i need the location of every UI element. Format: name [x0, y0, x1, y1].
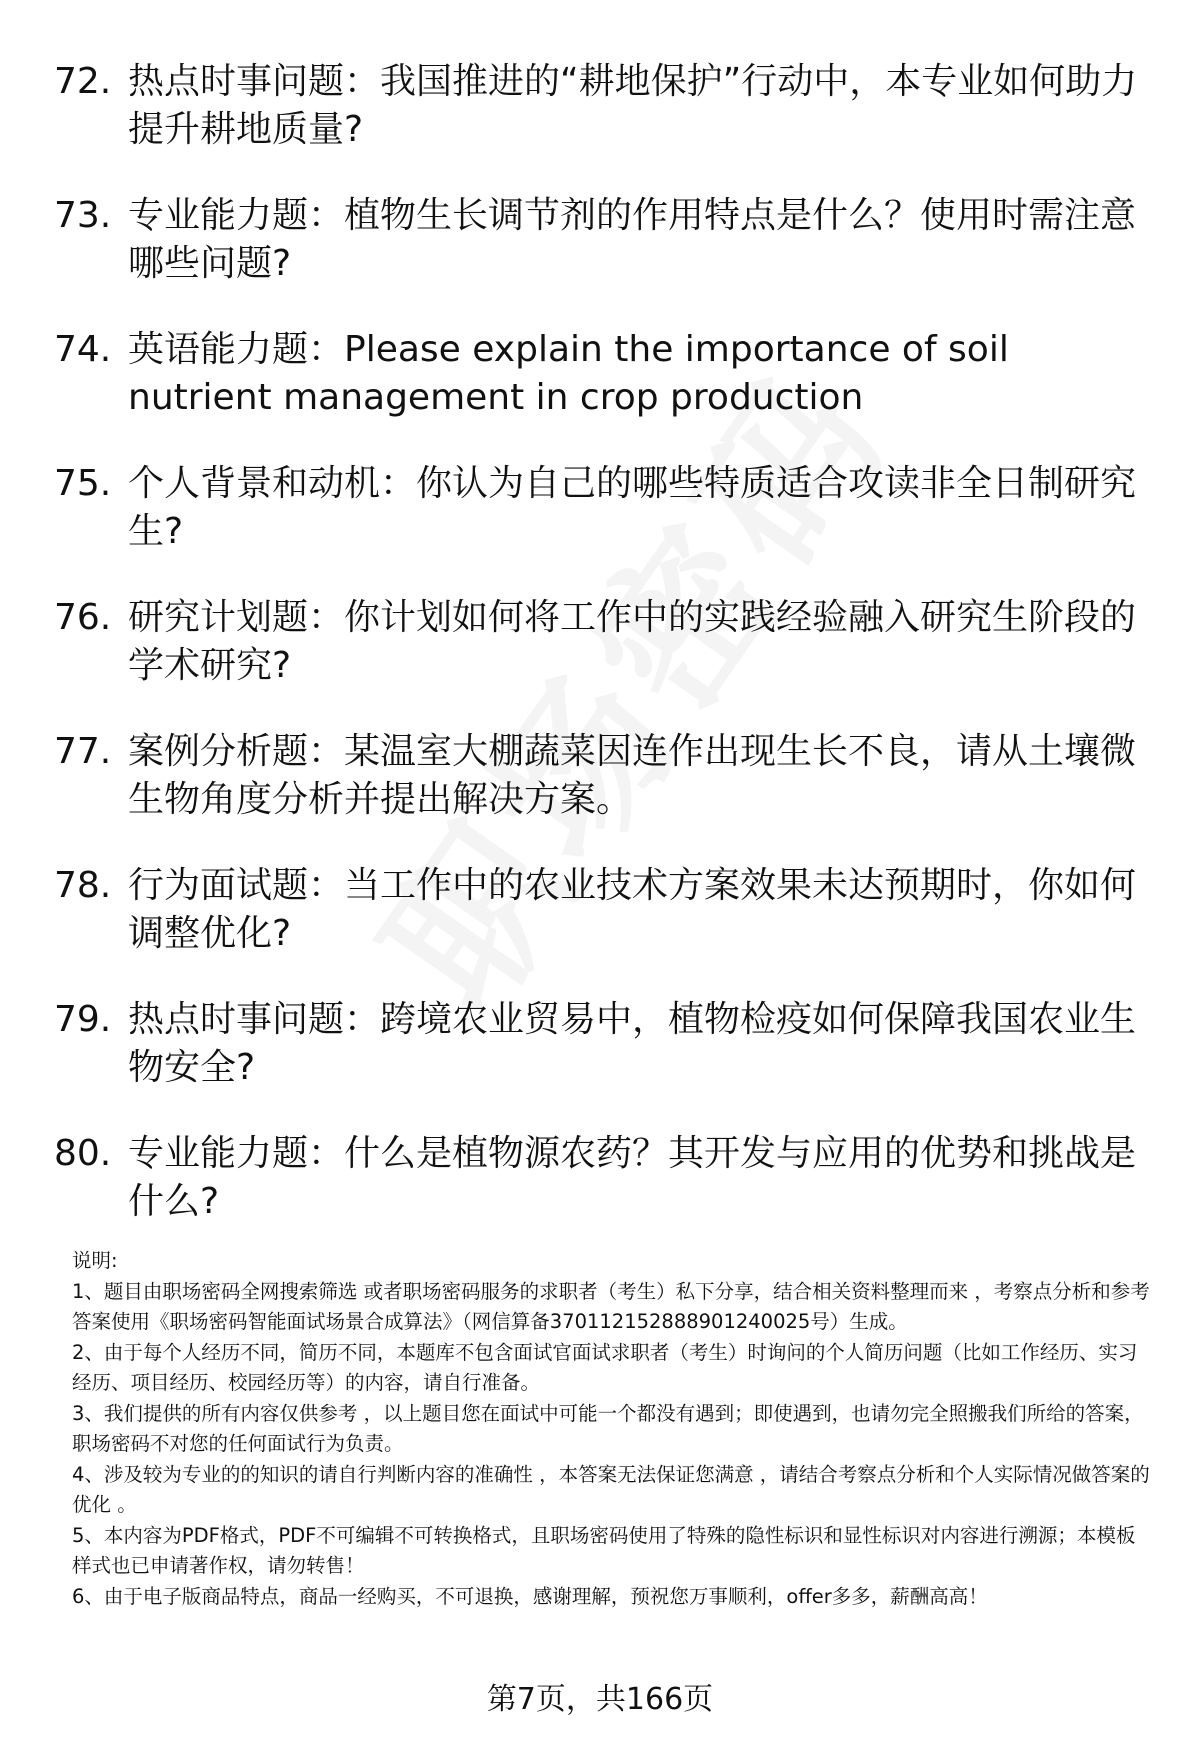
question-number: 73. [54, 195, 112, 236]
question-number: 76. [54, 597, 112, 638]
note-item: 3、我们提供的所有内容仅供参考 ，以上题目您在面试中可能一个都没有遇到；即使遇到，也请勿完全照搬我们所给的答案，职场密码不对您的任何面试行为负责。 [72, 1401, 1144, 1455]
question-item [0, 58, 1200, 154]
question-item [0, 728, 1200, 824]
question-item [0, 326, 1200, 422]
question-text: 行为面试题：当工作中的农业技术方案效果未达预期时，你如何调整优化? [128, 865, 1137, 954]
question-item [0, 862, 1200, 958]
notes-title: 说明: [72, 1249, 118, 1272]
question-item [0, 192, 1200, 288]
note-item: 2、由于每个人经历不同，简历不同，本题库不包含面试官面试求职者（考生）时询问的个人简历问题（比如工作经历、实习经历、项目经历、校园经历等）的内容，请自行准备。 [72, 1340, 1138, 1394]
question-number: 80. [54, 1133, 112, 1174]
question-item [0, 460, 1200, 556]
question-number: 75. [54, 463, 112, 504]
note-item: 5、本内容为PDF格式，PDF不可编辑不可转换格式，且职场密码使用了特殊的隐性标识和显性标识对内容进行溯源；本模板样式也已申请著作权，请勿转售！ [72, 1523, 1136, 1577]
question-text: 英语能力题：Please explain the importance of soil nutrient management in crop production [128, 329, 1009, 418]
question-number: 72. [54, 61, 112, 102]
question-item [0, 594, 1200, 690]
question-number: 79. [54, 999, 112, 1040]
question-text: 专业能力题：什么是植物源农药？其开发与应用的优势和挑战是什么? [128, 1133, 1137, 1222]
question-text: 个人背景和动机：你认为自己的哪些特质适合攻读非全日制研究生? [128, 463, 1137, 552]
question-number: 74. [54, 329, 112, 370]
question-number: 78. [54, 865, 112, 906]
question-text: 研究计划题：你计划如何将工作中的实践经验融入研究生阶段的学术研究? [128, 597, 1137, 686]
note-item: 1、题目由职场密码全网搜索筛选 或者职场密码服务的求职者（考生）私下分享，结合相关资料整理而来 ，考察点分析和参考答案使用《职场密码智能面试场景合成算法》（网信算备370112152888901240025号）生成。 [72, 1279, 1150, 1333]
question-text: 热点时事问题：跨境农业贸易中，植物检疫如何保障我国农业生物安全? [128, 999, 1137, 1088]
question-item [0, 1130, 1200, 1226]
note-item: 6、由于电子版商品特点，商品一经购买，不可退换，感谢理解，预祝您万事顺利，offer多多，薪酬高高！ [72, 1584, 988, 1608]
question-text: 案例分析题：某温室大棚蔬菜因连作出现生长不良，请从土壤微生物角度分析并提出解决方案。 [128, 731, 1137, 820]
question-text: 专业能力题：植物生长调节剂的作用特点是什么？使用时需注意哪些问题? [128, 195, 1137, 284]
question-text: 热点时事问题：我国推进的“耕地保护”行动中，本专业如何助力提升耕地质量? [128, 61, 1138, 150]
page-footer: 第7页，共166页 [486, 1682, 714, 1717]
notes-section [72, 1246, 1152, 1612]
question-list [0, 58, 1200, 1264]
question-number: 77. [54, 731, 112, 772]
question-item [0, 996, 1200, 1092]
note-item: 4、涉及较为专业的的知识的请自行判断内容的准确性 ，本答案无法保证您满意 ，请结合考察点分析和个人实际情况做答案的优化 。 [72, 1462, 1150, 1516]
